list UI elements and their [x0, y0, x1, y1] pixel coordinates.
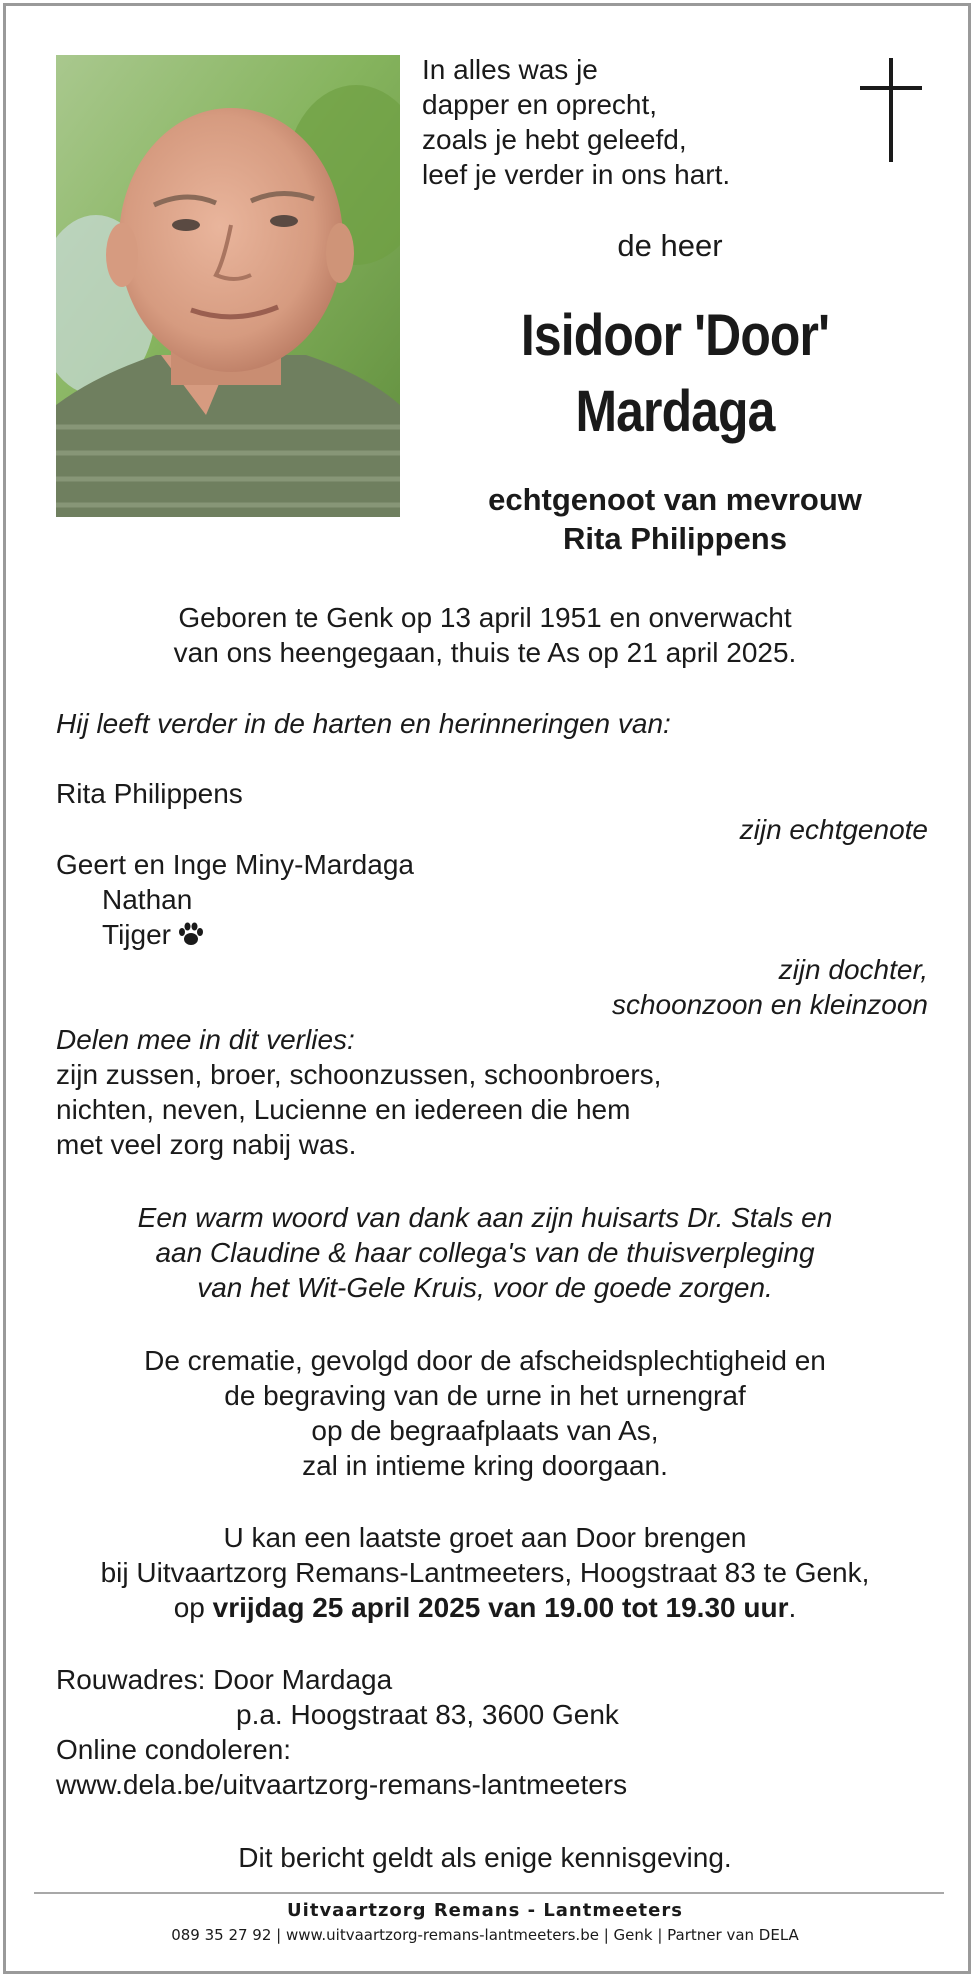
family-spouse-name: Rita Philippens: [56, 778, 243, 809]
deceased-name: [464, 298, 885, 450]
name-line: Isidoor 'Door': [520, 303, 830, 368]
share-loss: [56, 1022, 661, 1162]
grandchild-name: Nathan: [102, 884, 193, 915]
address-line: p.a. Hoogstraat 83, 3600 Genk: [236, 1699, 619, 1730]
visit-suffix: .: [788, 1592, 797, 1623]
footer-info: 089 35 27 92 | www.uitvaartzorg-remans-lantmeeters.be | Genk | Partner van DELA: [171, 1926, 799, 1944]
pet-name: Tijger: [102, 919, 171, 950]
address-line: Online condoleren:: [56, 1734, 292, 1765]
visit-line: [40, 1590, 930, 1625]
visit-prefix: op: [173, 1592, 205, 1623]
role-line: zijn dochter,: [778, 954, 928, 985]
thanks-paragraph: [40, 1200, 930, 1305]
title-prefix: de heer: [617, 228, 723, 263]
lives-on-intro: Hij leeft verder in de harten en herinneringen van:: [56, 708, 671, 739]
share-line: met veel zorg nabij was.: [56, 1129, 357, 1160]
mourning-address: [56, 1662, 627, 1802]
family-children: [56, 847, 414, 952]
visit-datetime: vrijdag 25 april 2025 van 19.00 tot 19.30 uur: [212, 1592, 789, 1623]
cremation-paragraph: [40, 1343, 930, 1483]
cross-icon: [860, 58, 922, 162]
paw-icon: [177, 922, 205, 946]
poem-line: zoals je hebt geleefd,: [422, 124, 687, 155]
condolence-link[interactable]: www.dela.be/uitvaartzorg-remans-lantmeeters: [56, 1769, 628, 1800]
name-line: Mardaga: [575, 379, 775, 444]
visitation-paragraph: [40, 1520, 930, 1625]
address-line: Rouwadres: Door Mardaga: [56, 1664, 393, 1695]
pet-row: [56, 917, 414, 952]
visit-line: U kan een laatste groet aan Door brengen: [223, 1522, 747, 1553]
cremation-line: De crematie, gevolgd door de afscheidsplechtigheid en: [144, 1345, 826, 1376]
share-line: nichten, neven, Lucienne en iedereen die hem: [56, 1094, 631, 1125]
cremation-line: op de begraafplaats van As,: [311, 1415, 659, 1446]
cremation-line: de begraving van de urne in het urnengraf: [224, 1380, 746, 1411]
notice: Dit bericht geldt als enige kennisgeving.: [238, 1842, 732, 1873]
thanks-line: Een warm woord van dank aan zijn huisarts Dr. Stals en: [137, 1202, 833, 1233]
family-spouse-role: zijn echtgenote: [739, 814, 928, 845]
portrait-photo: [56, 55, 400, 517]
birth-line: Geboren te Genk op 13 april 1951 en onverwacht: [178, 602, 792, 633]
thanks-line: aan Claudine & haar collega's van de thuisverpleging: [155, 1237, 815, 1268]
poem-line: dapper en oprecht,: [422, 89, 658, 120]
spouse-info: [430, 480, 920, 558]
share-intro: Delen mee in dit verlies:: [56, 1024, 355, 1055]
visit-line: bij Uitvaartzorg Remans-Lantmeeters, Hoogstraat 83 te Genk,: [100, 1557, 870, 1588]
birth-line: van ons heengegaan, thuis te As op 21 april 2025.: [173, 637, 797, 668]
spouse-line: Rita Philippens: [563, 521, 787, 556]
cremation-line: zal in intieme kring doorgaan.: [302, 1450, 668, 1481]
poem-line: leef je verder in ons hart.: [422, 159, 731, 190]
poem-line: In alles was je: [422, 54, 598, 85]
role-line: schoonzoon en kleinzoon: [611, 989, 928, 1020]
poem: [422, 52, 730, 192]
share-line: zijn zussen, broer, schoonzussen, schoonbroers,: [56, 1059, 662, 1090]
thanks-line: van het Wit-Gele Kruis, voor de goede zorgen.: [197, 1272, 773, 1303]
family-children-role: [612, 952, 928, 1022]
spouse-line: echtgenoot van mevrouw: [488, 482, 862, 517]
child-names: Geert en Inge Miny-Mardaga: [56, 849, 414, 880]
footer-title: Uitvaartzorg Remans - Lantmeeters: [287, 1900, 683, 1921]
birth-death-info: [40, 600, 930, 670]
footer-divider: [34, 1892, 944, 1894]
